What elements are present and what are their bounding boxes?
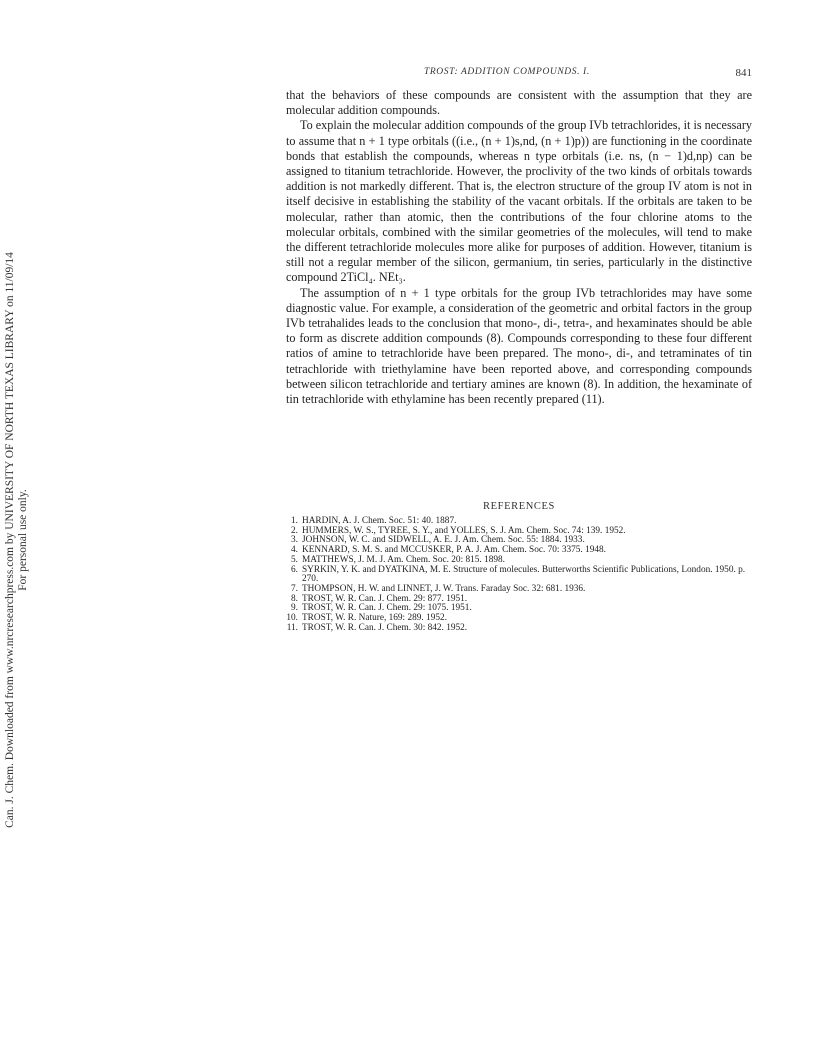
reference-number: 10. [286, 613, 298, 624]
paragraph-orbitals: To explain the molecular addition compounds of the group IVb tetrachlorides, it is necessary to assume that n + 1 type orbitals ((i.e., (n + 1)s,nd, (n + 1)p)) are functioning in the coordinate bonds that establish the compounds, whereas n type orbitals (i.e. ns, (n − 1)d,np) can be assigned to titanium tetrachloride. However, the proclivity of the two kinds of orbitals towards addition is not markedly different. That is, the electron structure of the group IV atom is not in itself decisive in establishing the stability of the vacant orbitals. If the orbitals are taken to be molecular, rather than atomic, then the contributions of the four chlorine atoms to the molecular orbitals, combined with the similar geometries of the molecules, will tend to make the different tetrachloride molecules more alike for purposes of addition. However, titanium is still not a regular member of the silicon, germanium, tin series, particularly in the distinctive compound 2TiCl₄. NEt₃. [286, 118, 752, 285]
reference-number: 7. [291, 583, 298, 594]
page-number: 841 [735, 67, 752, 79]
reference-number: 2. [291, 525, 298, 536]
reference-number: 4. [291, 545, 298, 556]
reference-text: KENNARD, S. M. S. and MCCUSKER, P. A. J. Am. Chem. Soc. 70: 3375. 1948. [302, 545, 606, 556]
reference-item [286, 624, 752, 634]
running-head [286, 67, 752, 81]
reference-number: 5. [291, 554, 298, 565]
paragraph-diagnostic: The assumption of n + 1 type orbitals for the group IVb tetrachlorides may have some diagnostic value. For example, a consideration of the geometric and orbital factors in the group IVb tetrahalides leads to the conclusion that mono-, di-, tetra-, and hexaminates should be able to form as discrete addition compounds (8). Compounds corresponding to these four different ratios of amine to tetrachloride have been prepared. The mono-, di-, and tetraminates of tin tetrachloride with triethylamine have been reported above, and corresponding compounds between silicon tetrachloride and tertiary amines are known (8). In addition, the hexaminate of tin tetrachloride with ethylamine has been recently prepared (11). [286, 285, 752, 407]
reference-text: MATTHEWS, J. M. J. Am. Chem. Soc. 20: 815. 1898. [302, 554, 505, 565]
reference-text: TROST, W. R. Can. J. Chem. 29: 1075. 1951. [302, 603, 472, 614]
reference-number: 3. [291, 535, 298, 546]
paragraph-continued: that the behaviors of these compounds are consistent with the assumption that they are molecular addition compounds. [286, 88, 752, 118]
watermark-source-line: Can. J. Chem. Downloaded from www.nrcresearchpress.com by UNIVERSITY OF NORTH TEXAS LIBRARY on 11/09/14 [4, 252, 16, 828]
references-list [286, 517, 752, 633]
reference-text: TROST, W. R. Can. J. Chem. 30: 842. 1952. [302, 622, 468, 633]
reference-text: JOHNSON, W. C. and SIDWELL, A. E. J. Am. Chem. Soc. 55: 1884. 1933. [302, 535, 585, 546]
references-heading: REFERENCES [483, 501, 555, 512]
running-title: TROST: ADDITION COMPOUNDS. I. [424, 67, 590, 77]
reference-text: THOMPSON, H. W. and LINNET, J. W. Trans. Faraday Soc. 32: 681. 1936. [302, 583, 586, 594]
reference-text: TROST, W. R. Can. J. Chem. 29: 877. 1951. [302, 593, 468, 604]
reference-number: 1. [291, 516, 298, 526]
body-text [286, 88, 752, 407]
reference-text: SYRKIN, Y. K. and DYATKINA, M. E. Structure of molecules. Butterworths Scientific Publications, London. 1950. p. 270. [302, 564, 746, 585]
watermark-usage-line: For personal use only. [17, 489, 29, 591]
reference-text: TROST, W. R. Nature, 169: 289. 1952. [302, 613, 447, 624]
reference-text: HUMMERS, W. S., TYREE, S. Y., and YOLLES, S. J. Am. Chem. Soc. 74: 139. 1952. [302, 525, 626, 536]
download-watermark [4, 190, 50, 890]
reference-number: 11. [286, 622, 298, 633]
reference-number: 6. [291, 564, 298, 575]
reference-number: 8. [291, 593, 298, 604]
reference-item [286, 566, 752, 585]
reference-text: HARDIN, A. J. Chem. Soc. 51: 40. 1887. [302, 516, 457, 526]
reference-number: 9. [291, 603, 298, 614]
